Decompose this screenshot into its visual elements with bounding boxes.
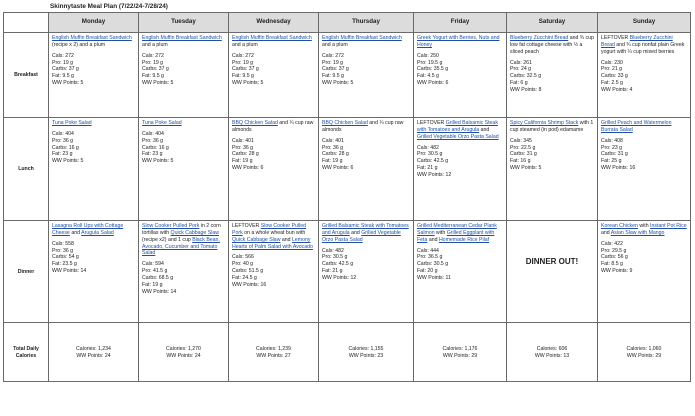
day-header-row [4,13,691,33]
fat-value: Fat: 4.5 g [417,73,439,80]
ww-points-value: WW Points: 16 [601,165,636,172]
recipe-link[interactable]: Korean Chicken [601,223,638,229]
fat-value: Fat: 9.5 g [322,73,344,80]
meal-text: and [427,236,439,243]
protein-value: Pro: 36.5 g [417,254,443,261]
meal-description [510,35,594,56]
ww-points-value: WW Points: 14 [52,268,87,275]
ww-points-value: WW Points: 8 [510,87,542,94]
protein-value: Pro: 22.5 g [510,144,536,151]
breakfast-cell [414,33,507,118]
protein-value: Pro: 40 g [232,261,254,268]
fat-value: Fat: 19 g [322,158,343,165]
lunch-cell [319,118,414,221]
recipe-link[interactable]: Arugula Salad [81,229,114,236]
nutrition-info [52,53,135,87]
recipe-link[interactable]: Asian Slaw with Mango [610,229,665,236]
meal-text: and ¾ cup nonfat plain Greek yogurt with ¼ cup mixed berries [601,41,685,55]
protein-value: Pro: 19 g [52,59,74,66]
day-header: Thursday [319,13,414,33]
fat-value: Fat: 20 g [417,268,438,275]
calories-value: Cals: 422 [601,240,623,247]
calories-value: Cals: 261 [510,59,532,66]
meal-text: and [69,229,82,236]
recipe-link[interactable]: Tuna Poke Salad [52,120,92,126]
meal-description [322,35,410,49]
ww-points-value: WW Points: 12 [417,172,452,179]
nutrition-info [232,254,315,288]
total-ww-points: WW Points: 29 [626,352,662,359]
carbs-value: Carbs: 28 g [232,151,259,158]
protein-value: Pro: 36 g [142,137,164,144]
total-calories: Calories: 1,270 [166,345,201,352]
total-calories: Calories: 1,234 [76,345,111,352]
meal-description [417,120,503,141]
recipe-link[interactable]: Grilled Vegetable Orzo Pasta Salad [417,133,499,140]
meal-description [232,120,315,134]
ww-points-value: WW Points: 5 [52,80,84,87]
dinner-cell [507,221,598,323]
dinner-cell [229,221,319,323]
calories-value: Cals: 404 [52,130,74,137]
recipe-link[interactable]: Instant Pot Rice [650,223,687,229]
carbs-value: Carbs: 32.5 g [510,73,542,80]
total-cell [414,323,507,382]
ww-points-value: WW Points: 4 [601,87,633,94]
lunch-cell [229,118,319,221]
recipe-link[interactable]: BBQ Chicken Salad [232,120,278,126]
protein-value: Pro: 19 g [142,59,164,66]
recipe-link[interactable]: English Muffin Breakfast Sandwich [142,35,222,41]
ww-points-value: WW Points: 6 [232,165,264,172]
nutrition-info [52,241,135,275]
ww-points-value: WW Points: 6 [322,165,354,172]
calories-value: Cals: 272 [322,52,344,59]
meal-text: LEFTOVER [601,35,630,41]
nutrition-info [601,138,687,172]
meal-text: and [280,236,292,243]
meal-text: LEFTOVER [417,120,446,126]
meal-description [142,120,225,127]
nutrition-info [322,53,410,87]
ww-points-value: WW Points: 5 [322,80,354,87]
recipe-link[interactable]: Quick Cabbage Slaw [170,229,219,236]
nutrition-info [510,138,594,172]
meal-text: and ¼ cup raw almonds [232,120,314,133]
protein-value: Pro: 29.5 g [601,247,627,254]
recipe-link[interactable]: Grilled Vegetable Orzo Pasta Salad [322,229,401,243]
row-label-lunch: Lunch [4,118,49,221]
nutrition-info [601,60,687,94]
fat-value: Fat: 6 g [510,80,528,87]
lunch-cell [49,118,139,221]
recipe-link[interactable]: Grilled Mediterranean Cedar Plank Salmon [417,223,497,236]
meal-description [52,120,135,127]
meal-description [322,120,410,134]
total-calories: Calories: 606 [536,345,568,352]
lunch-cell [507,118,598,221]
nutrition-info [232,138,315,172]
meal-description [232,223,315,250]
protein-value: Pro: 36 g [52,137,74,144]
calories-value: Cals: 482 [322,247,344,254]
ww-points-value: WW Points: 16 [232,281,267,288]
fat-value: Fat: 9.5 g [52,73,74,80]
meal-description [510,120,594,134]
nutrition-info [142,261,225,295]
calories-value: Cals: 404 [142,130,164,137]
recipe-link[interactable]: Black Bean, Avocado, Cucumber and Tomato Salad [142,236,220,257]
calories-value: Cals: 401 [232,137,254,144]
ww-points-value: WW Points: 12 [322,275,357,282]
calories-value: Cals: 408 [601,137,623,144]
meal-description [232,35,315,49]
ww-points-value: WW Points: 14 [142,288,177,295]
total-ww-points: WW Points: 23 [348,352,384,359]
total-cell [319,323,414,382]
calories-value: Cals: 345 [510,137,532,144]
meal-text: and ¼ cup raw almonds [322,120,404,133]
dinner-cell [319,221,414,323]
carbs-value: Carbs: 37 g [322,66,349,73]
protein-value: Pro: 41.5 g [142,268,168,275]
recipe-link[interactable]: English Muffin Breakfast Sandwich [52,35,132,41]
day-header: Friday [414,13,507,33]
protein-value: Pro: 36 g [322,144,344,151]
recipe-link[interactable]: Homemade Rice Pilaf [438,236,490,243]
protein-value: Pro: 23 g [601,144,623,151]
fat-value: Fat: 23 g [52,151,73,158]
fat-value: Fat: 23.5 g [52,261,77,268]
total-cell [229,323,319,382]
meal-description [52,35,135,49]
calories-value: Cals: 230 [601,59,623,66]
meal-text: (recipe x 2) and a plum [52,41,106,48]
recipe-link[interactable]: Lemony Hearts of Palm Salad with Avocado [232,236,313,250]
recipe-link[interactable]: English Muffin Breakfast Sandwich [232,35,312,41]
row-label-totals: Total Daily Calories [4,323,49,382]
meal-text: with 1 cup steamed (in pod) edamame [510,120,594,133]
fat-value: Fat: 9.5 g [142,73,164,80]
total-cell [139,323,229,382]
recipe-link[interactable]: English Muffin Breakfast Sandwich [322,35,402,41]
ww-points-value: WW Points: 5 [510,165,542,172]
calories-value: Cals: 566 [232,254,254,261]
dinner-row [4,221,691,323]
meal-text: and [601,229,611,236]
fat-value: Fat: 9.5 g [232,73,254,80]
breakfast-row [4,33,691,118]
lunch-row [4,118,691,221]
total-cell [49,323,139,382]
protein-value: Pro: 19 g [232,59,254,66]
calories-value: Cals: 482 [417,144,439,151]
breakfast-cell [139,33,229,118]
nutrition-info [417,248,503,282]
carbs-value: Carbs: 30.5 g [417,261,449,268]
total-calories: Calories: 1,155 [348,345,384,352]
fat-value: Fat: 21 g [417,165,438,172]
nutrition-info [601,241,687,275]
fat-value: Fat: 8.5 g [601,261,623,268]
carbs-value: Carbs: 37 g [142,66,169,73]
total-cell [598,323,691,382]
dinner-cell [139,221,229,323]
meal-description [322,223,410,244]
protein-value: Pro: 24 g [510,66,532,73]
breakfast-cell [49,33,139,118]
dinner-cell [49,221,139,323]
ww-points-value: WW Points: 5 [52,158,84,165]
total-calories: Calories: 1,176 [442,345,478,352]
meal-description [142,223,225,257]
total-ww-points: WW Points: 13 [534,352,570,359]
recipe-link[interactable]: Tuna Poke Salad [142,120,182,126]
recipe-link[interactable]: Slow Cooker Pulled Pork [142,223,200,229]
carbs-value: Carbs: 31 g [510,151,537,158]
recipe-link[interactable]: Grilled Balsamic Steak with Tomatoes and Arugula [322,223,409,236]
meal-text: and a plum [142,41,168,48]
breakfast-cell [598,33,691,118]
fat-value: Fat: 16 g [510,158,531,165]
fat-value: Fat: 24.5 g [232,275,257,282]
calories-value: Cals: 272 [232,52,254,59]
meal-text: on a whole wheat bun with [242,229,306,236]
carbs-value: Carbs: 37 g [52,66,79,73]
meal-text: in 2 corn tortillas with [142,223,221,236]
carbs-value: Carbs: 28 g [322,151,349,158]
nutrition-info [417,53,503,87]
carbs-value: Carbs: 35.5 g [417,66,449,73]
ww-points-value: WW Points: 6 [417,80,449,87]
row-label-breakfast: Breakfast [4,33,49,118]
recipe-link[interactable]: Greek Yogurt with Berries, Nuts and Honey [417,35,500,48]
nutrition-info [322,138,410,172]
meal-text: with [434,229,447,236]
calories-value: Cals: 250 [417,52,439,59]
protein-value: Pro: 30.5 g [417,151,443,158]
meal-description [601,35,687,56]
lunch-cell [139,118,229,221]
recipe-link[interactable]: Spicy California Shrimp Stack [510,120,579,126]
ww-points-value: WW Points: 11 [417,275,451,282]
protein-value: Pro: 19 g [322,59,344,66]
protein-value: Pro: 30.5 g [322,254,348,261]
recipe-link[interactable]: Blueberry Zucchini Bread [601,35,673,48]
nutrition-info [417,145,503,179]
protein-value: Pro: 36 g [232,144,254,151]
ww-points-value: WW Points: 5 [142,158,174,165]
carbs-value: Carbs: 54 g [52,254,79,261]
nutrition-info [510,60,594,94]
ww-points-value: WW Points: 5 [142,80,174,87]
corner-cell [4,13,49,33]
carbs-value: Carbs: 16 g [142,144,169,151]
carbs-value: Carbs: 42.5 g [417,158,449,165]
meal-text: and ¾ cup low fat cottage cheese with ½ a sliced peach [510,35,594,55]
total-calories: Calories: 1,239 [256,345,291,352]
calories-value: Cals: 272 [142,52,164,59]
total-cell [507,323,598,382]
protein-value: Pro: 19.5 g [417,59,443,66]
dinner-cell [598,221,691,323]
recipe-link[interactable]: Grilled Eggplant with Feta [417,229,495,243]
recipe-link[interactable]: Slow Cooker Pulled Pork [232,223,307,236]
meal-text: and [479,126,490,133]
dinner-out-label: DINNER OUT! [525,257,579,266]
calories-value: Cals: 272 [52,52,74,59]
meal-description [52,223,135,237]
total-ww-points: WW Points: 27 [256,352,291,359]
recipe-link[interactable]: Lasagna Roll Ups with Cottage Cheese [52,223,124,236]
page-title: Skinnytaste Meal Plan (7/22/24-7/28/24) [50,3,168,10]
recipe-link[interactable]: Grilled Peach and Watermelon Burrata Salad [601,120,672,133]
protein-value: Pro: 36 g [52,247,74,254]
carbs-value: Carbs: 68.5 g [142,275,174,282]
recipe-link[interactable]: Grilled Balsamic Steak with Tomatoes and Arugula [417,120,498,133]
carbs-value: Carbs: 42.5 g [322,261,354,268]
fat-value: Fat: 23 g [142,151,163,158]
nutrition-info [142,53,225,87]
meal-text: and a plum [322,41,348,48]
totals-row [4,323,691,382]
calories-value: Cals: 401 [322,137,344,144]
day-header: Monday [49,13,139,33]
recipe-link[interactable]: BBQ Chicken Salad [322,120,368,126]
lunch-cell [598,118,691,221]
carbs-value: Carbs: 56 g [601,254,628,261]
row-label-dinner: Dinner [4,221,49,323]
dinner-cell [414,221,507,323]
carbs-value: Carbs: 31 g [601,151,628,158]
recipe-link[interactable]: Quick Cabbage Slaw [232,236,281,243]
nutrition-info [142,131,225,165]
meal-text: LEFTOVER [232,223,261,229]
total-ww-points: WW Points: 24 [166,352,201,359]
meal-text: with [637,223,651,229]
breakfast-cell [319,33,414,118]
lunch-cell [414,118,507,221]
nutrition-info [322,248,410,282]
meal-text: and [349,229,362,236]
meal-text: and a plum [232,41,258,48]
meal-description [601,120,687,134]
total-ww-points: WW Points: 29 [442,352,478,359]
calories-value: Cals: 594 [142,261,164,268]
carbs-value: Carbs: 51.5 g [232,268,264,275]
protein-value: Pro: 21 g [601,66,623,73]
day-header: Tuesday [139,13,229,33]
meal-description [417,35,503,49]
breakfast-cell [507,33,598,118]
meal-plan-table [3,12,691,382]
meal-description [142,35,225,49]
fat-value: Fat: 19 g [142,281,163,288]
total-calories: Calories: 1,060 [626,345,662,352]
meal-text: (recipe x2) and 1 cup [142,236,193,243]
carbs-value: Carbs: 16 g [52,144,79,151]
breakfast-cell [229,33,319,118]
ww-points-value: WW Points: 5 [232,80,264,87]
fat-value: Fat: 25 g [601,158,622,165]
nutrition-info [52,131,135,165]
fat-value: Fat: 19 g [232,158,253,165]
fat-value: Fat: 2.5 g [601,80,623,87]
meal-description [417,223,503,244]
total-ww-points: WW Points: 24 [76,352,111,359]
fat-value: Fat: 21 g [322,268,343,275]
calories-value: Cals: 558 [52,240,74,247]
carbs-value: Carbs: 37 g [232,66,259,73]
day-header: Sunday [598,13,691,33]
carbs-value: Carbs: 33 g [601,73,628,80]
calories-value: Cals: 444 [417,247,439,254]
day-header: Saturday [507,13,598,33]
day-header: Wednesday [229,13,319,33]
ww-points-value: WW Points: 9 [601,268,633,275]
meal-description [601,223,687,237]
nutrition-info [232,53,315,87]
recipe-link[interactable]: Blueberry Zucchini Bread [510,35,569,41]
